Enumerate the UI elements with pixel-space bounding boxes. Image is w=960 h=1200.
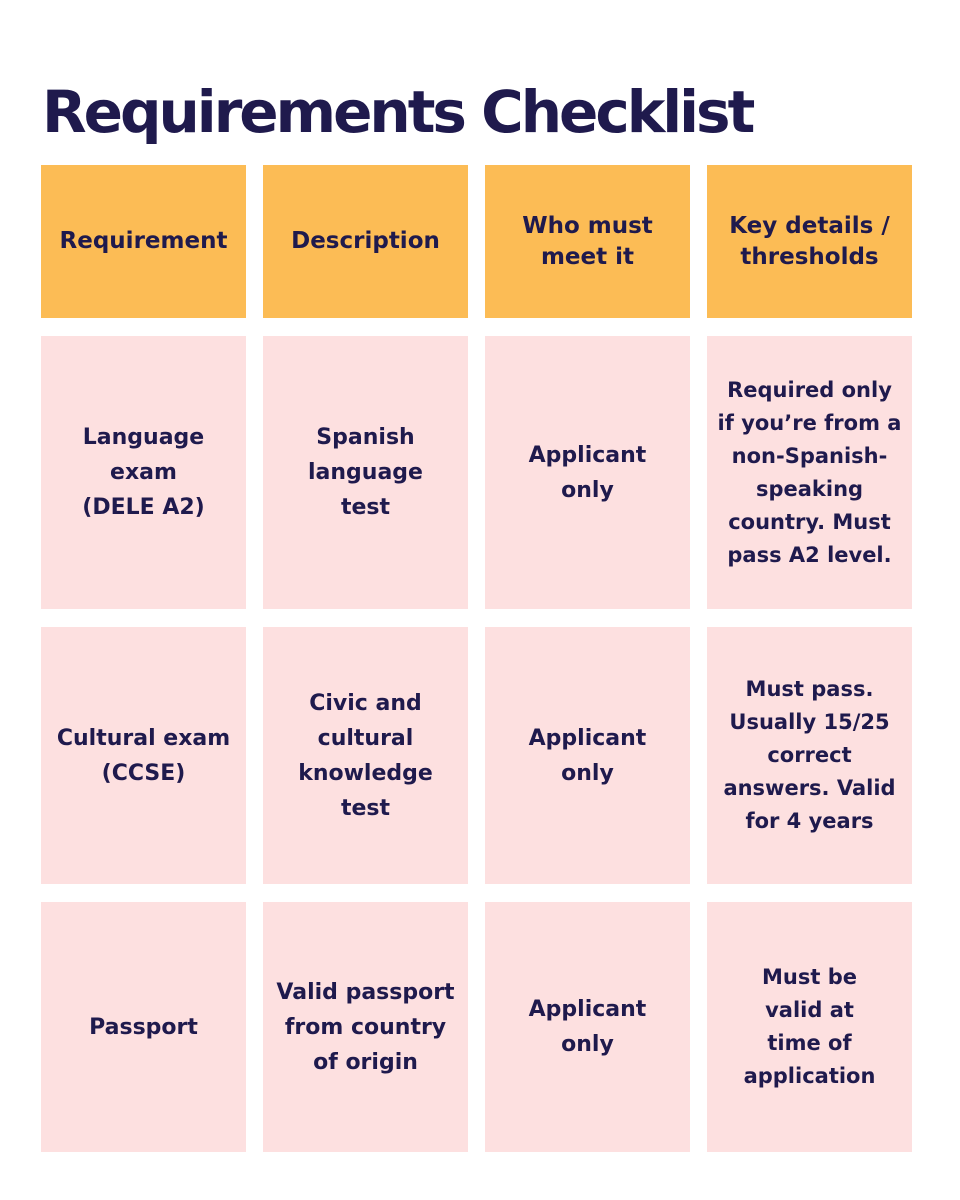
header-description: Description — [263, 165, 468, 318]
row-3-details: Must be valid at time of application — [707, 902, 912, 1152]
row-3-who: Applicant only — [485, 902, 690, 1152]
row-2-details: Must pass. Usually 15/25 correct answers. Valid for 4 years — [707, 627, 912, 884]
header-requirement: Requirement — [41, 165, 246, 318]
row-1-requirement: Language exam (DELE A2) — [41, 336, 246, 609]
requirements-table — [41, 165, 912, 1152]
row-3-requirement: Passport — [41, 902, 246, 1152]
row-1-description: Spanish language test — [263, 336, 468, 609]
row-2-description: Civic and cultural knowledge test — [263, 627, 468, 884]
row-1-who: Applicant only — [485, 336, 690, 609]
row-2-who: Applicant only — [485, 627, 690, 884]
row-2-requirement: Cultural exam (CCSE) — [41, 627, 246, 884]
header-who-must-meet-it: Who must meet it — [485, 165, 690, 318]
page-title: Requirements Checklist — [42, 78, 753, 146]
row-1-details: Required only if you’re from a non-Spanish-speaking country. Must pass A2 level. — [707, 336, 912, 609]
header-key-details: Key details / thresholds — [707, 165, 912, 318]
row-3-description: Valid passport from country of origin — [263, 902, 468, 1152]
